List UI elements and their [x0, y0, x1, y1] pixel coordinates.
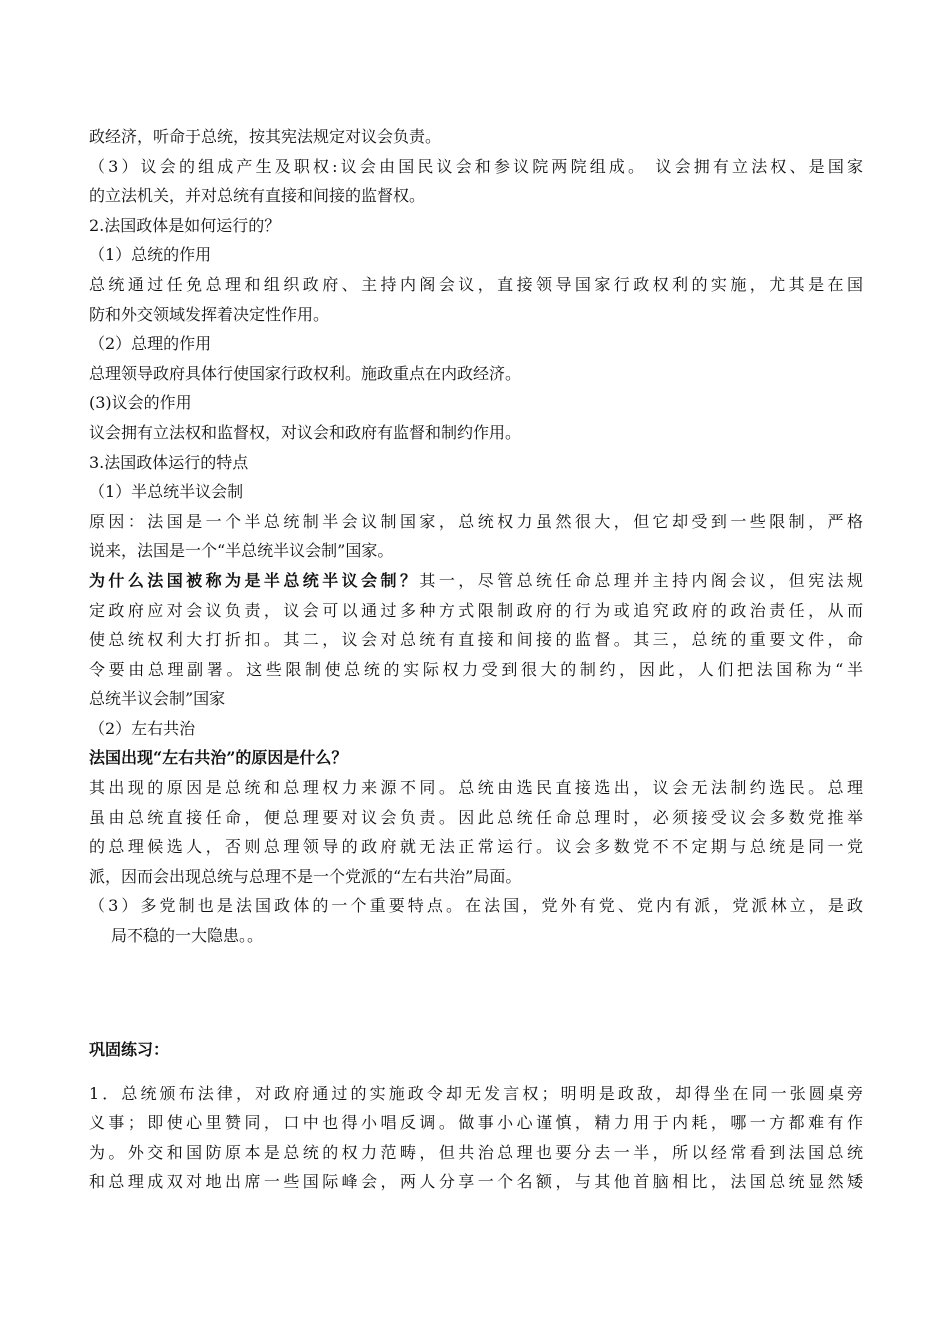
body-text-line: 总统半议会制”国家 [89, 689, 226, 709]
body-text-top [89, 122, 863, 566]
body-text-line: （1）总统的作用 [89, 245, 212, 265]
document-page [89, 122, 863, 1197]
question-semi-presidential [89, 566, 863, 596]
section-gap [89, 951, 863, 1035]
body-text-line: 说来，法国是一个“半总统半议会制”国家。 [89, 541, 394, 561]
body-text-line: 原因：法国是一个半总统制半会议制国家，总统权力虽然很大，但它却受到一些限制，严格 [89, 511, 863, 531]
exercise-gap [89, 1065, 863, 1079]
body-text-line: 的立法机关，并对总统有直接和间接的监督权。 [89, 186, 426, 206]
body-text-line: 的总理候选人，否则总理领导的政府就无法正常运行。议会多数党不不定期与总统是同一党 [89, 837, 863, 857]
body-text-line: 派，因而会出现总统与总理不是一个党派的“左右共治”局面。 [89, 866, 522, 886]
exercise-text-line: 为。外交和国防原本是总统的权力范畴，但共治总理也要分去一半，所以经常看到法国总统 [89, 1142, 863, 1162]
body-text-indented-continuation: 局不稳的一大隐患。。 [111, 926, 264, 946]
question-semi-presidential-answer-start: 其一，尽管总统任命总理并主持内阁会议，但宪法规 [419, 570, 863, 590]
body-text-line: 3.法国政体运行的特点 [89, 452, 249, 472]
body-text-line: 定政府应对会议负责，议会可以通过多种方式限制政府的行为或追究政府的政治责任，从而 [89, 600, 863, 620]
body-text-line: 2.法国政体是如何运行的？ [89, 215, 281, 235]
exercise-text [89, 1079, 863, 1197]
question-semi-presidential-heading: 为什么法国被称为是半总统半议会制？ [89, 570, 420, 590]
body-text-line: 令要由总理副署。这些限制使总统的实际权力受到很大的制约，因此，人们把法国称为“半 [89, 659, 863, 679]
body-text-line: 其出现的原因是总统和总理权力来源不同。总统由选民直接选出，议会无法制约选民。总理 [89, 778, 863, 798]
body-text-line: （3）多党制也是法国政体的一个重要特点。在法国，党外有党、党内有派，党派林立，是政 [89, 896, 863, 916]
body-text-line: 总理领导政府具体行使国家行政权利。施政重点在内政经济。 [89, 363, 522, 383]
body-text-line: 政经济，听命于总统，按其宪法规定对议会负责。 [89, 127, 442, 146]
body-text-line: 议会拥有立法权和监督权，对议会和政府有监督和制约作用。 [89, 422, 522, 442]
body-text-line: 防和外交领域发挥着决定性作用。 [89, 304, 330, 324]
question-cohabitation-heading: 法国出现“左右共治”的原因是什么？ [89, 748, 348, 768]
body-text-line: （1）半总统半议会制 [89, 482, 244, 502]
body-text-middle [89, 596, 863, 744]
body-text-line: 总统通过任免总理和组织政府、主持内阁会议，直接领导国家行政权利的实施，尤其是在国 [89, 274, 863, 294]
exercise-text-line: 1．总统颁布法律，对政府通过的实施政令却无发言权；明明是政敌，却得坐在同一张圆桌旁 [89, 1083, 863, 1103]
exercise-text-line: 义事；即使心里赞同，口中也得小唱反调。做事小心谨慎，精力用于内耗，哪一方都难有作 [89, 1113, 863, 1133]
body-text-line: （2）总理的作用 [89, 334, 212, 354]
body-text-line: （2）左右共治 [89, 718, 196, 738]
exercise-heading: 巩固练习： [89, 1039, 170, 1059]
body-text-line: (3)议会的作用 [89, 393, 192, 413]
body-text-line: 使总统权利大打折扣。其二，议会对总统有直接和间接的监督。其三，总统的重要文件，命 [89, 630, 863, 650]
body-text-bottom [89, 773, 863, 921]
exercise-text-line: 和总理成双对地出席一些国际峰会，两人分享一个名额，与其他首脑相比，法国总统显然矮 [89, 1172, 863, 1192]
body-text-line: （3）议会的组成产生及职权:议会由国民议会和参议院两院组成。 议会拥有立法权、是国家 [89, 156, 863, 176]
body-text-line: 虽由总统直接任命，便总理要对议会负责。因此总统任命总理时，必须接受议会多数党推举 [89, 807, 863, 827]
